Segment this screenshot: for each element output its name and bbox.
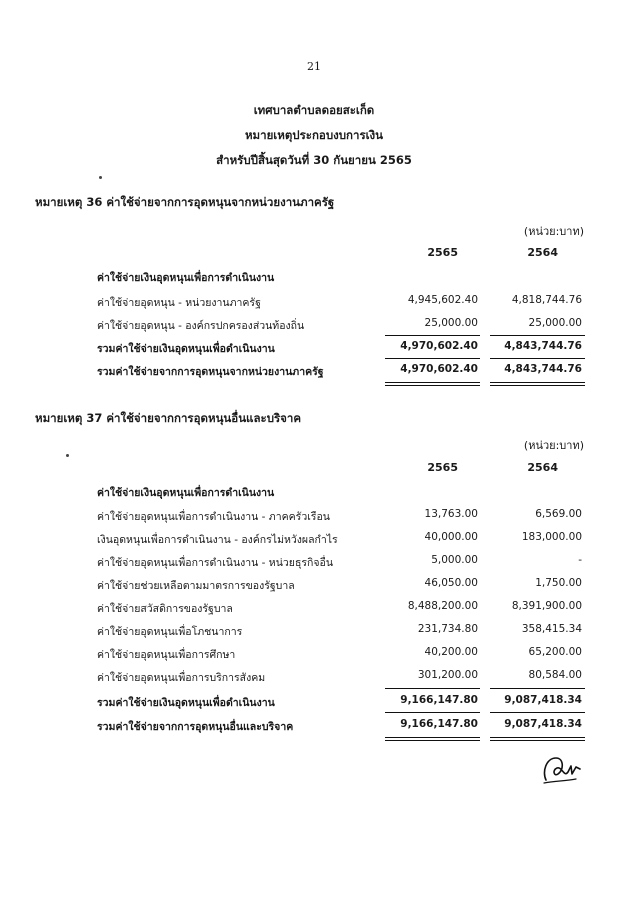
note37-total-prior: 9,087,418.34 (504, 718, 582, 730)
note37-subtotal-label: รวมค่าใช้จ่ายเงินอุดหนุนเพื่อดำเนินงาน (97, 697, 275, 709)
note37-subtotal-rule-prior (490, 688, 585, 689)
note36-subtotal-current: 4,970,602.40 (400, 340, 478, 352)
note37-row-current: 46,050.00 (424, 577, 478, 589)
note37-row-current: 13,763.00 (424, 508, 478, 520)
note36-row-prior: 25,000.00 (528, 317, 582, 329)
note37-total-current: 9,166,147.80 (400, 718, 478, 730)
note36-subtotal-prior: 4,843,744.76 (504, 340, 582, 352)
note37-row-prior: - (578, 554, 582, 566)
note37-total-rule-prior (490, 712, 585, 713)
note36-year-prior: 2564 (527, 246, 558, 259)
note36-total-double-rule-prior (490, 382, 585, 386)
note36-row-label: ค่าใช้จ่ายอุดหนุน - องค์กรปกครองส่วนท้องถิ่น (97, 320, 305, 332)
note37-row-current: 231,734.80 (417, 623, 478, 635)
note37-row-label: ค่าใช้จ่ายอุดหนุนเพื่อการศึกษา (97, 649, 236, 661)
note36-total-prior: 4,843,744.76 (504, 363, 582, 375)
period-heading: สำหรับปีสิ้นสุดวันที่ 30 กันยายน 2565 (216, 153, 412, 167)
note37-row-prior: 6,569.00 (535, 508, 582, 520)
scan-speck (66, 454, 69, 457)
note36-row-label: ค่าใช้จ่ายอุดหนุน - หน่วยงานภาครัฐ (97, 297, 261, 309)
note36-total-double-rule-current (385, 382, 480, 386)
note36-subtotal-rule-prior (490, 335, 585, 336)
note37-row-prior: 183,000.00 (521, 531, 582, 543)
note36-row-current: 4,945,602.40 (407, 294, 478, 306)
note37-row-label: ค่าใช้จ่ายอุดหนุนเพื่อการดำเนินงาน - หน่วยธุรกิจอื่น (97, 557, 333, 569)
note37-unit: (หน่วย:บาท) (523, 439, 584, 452)
note37-row-prior: 80,584.00 (528, 669, 582, 681)
note37-total-double-rule-current (385, 737, 480, 741)
note36-subtotal-label: รวมค่าใช้จ่ายเงินอุดหนุนเพื่อดำเนินงาน (97, 343, 275, 355)
note37-row-label: ค่าใช้จ่ายอุดหนุนเพื่อโภชนาการ (97, 626, 243, 638)
note37-row-label: ค่าใช้จ่ายอุดหนุนเพื่อการดำเนินงาน - ภาคครัวเรือน (97, 511, 330, 523)
page-number: 21 (307, 60, 321, 73)
note37-row-label: ค่าใช้จ่ายสวัสดิการของรัฐบาล (97, 603, 233, 615)
note37-row-current: 301,200.00 (417, 669, 478, 681)
note36-title: หมายเหตุ 36 ค่าใช้จ่ายจากการอุดหนุนจากหน่วยงานภาครัฐ (35, 195, 335, 209)
note37-total-double-rule-prior (490, 737, 585, 741)
scan-speck (99, 176, 102, 179)
note37-row-current: 8,488,200.00 (407, 600, 478, 612)
note37-subtotal-current: 9,166,147.80 (400, 694, 478, 706)
note36-subtotal-rule-current (385, 335, 480, 336)
note37-row-prior: 65,200.00 (528, 646, 582, 658)
note37-row-prior: 1,750.00 (535, 577, 582, 589)
document-title: หมายเหตุประกอบงบการเงิน (244, 128, 384, 142)
note37-section-heading: ค่าใช้จ่ายเงินอุดหนุนเพื่อการดำเนินงาน (97, 487, 275, 499)
note37-row-label: ค่าใช้จ่ายช่วยเหลือตามมาตรการของรัฐบาล (97, 580, 295, 592)
signature-initials (540, 752, 582, 786)
note36-row-current: 25,000.00 (424, 317, 478, 329)
note37-year-prior: 2564 (527, 461, 558, 474)
note37-total-rule-current (385, 712, 480, 713)
note36-total-label: รวมค่าใช้จ่ายจากการอุดหนุนจากหน่วยงานภาครัฐ (97, 366, 324, 378)
note37-row-current: 5,000.00 (431, 554, 478, 566)
note37-total-label: รวมค่าใช้จ่ายจากการอุดหนุนอื่นและบริจาค (97, 721, 294, 733)
note37-year-current: 2565 (427, 461, 458, 474)
note36-total-rule-prior (490, 358, 585, 359)
note36-total-rule-current (385, 358, 480, 359)
note36-section-heading: ค่าใช้จ่ายเงินอุดหนุนเพื่อการดำเนินงาน (97, 272, 275, 284)
note37-row-label: ค่าใช้จ่ายอุดหนุนเพื่อการบริการสังคม (97, 672, 266, 684)
note37-row-prior: 358,415.34 (521, 623, 582, 635)
note37-row-current: 40,200.00 (424, 646, 478, 658)
note36-year-current: 2565 (427, 246, 458, 259)
note36-unit: (หน่วย:บาท) (523, 225, 584, 238)
org-name: เทศบาลตำบลดอยสะเก็ด (253, 103, 375, 117)
note37-subtotal-rule-current (385, 688, 480, 689)
note37-subtotal-prior: 9,087,418.34 (504, 694, 582, 706)
note36-total-current: 4,970,602.40 (400, 363, 478, 375)
note37-row-prior: 8,391,900.00 (511, 600, 582, 612)
note36-row-prior: 4,818,744.76 (511, 294, 582, 306)
note37-row-current: 40,000.00 (424, 531, 478, 543)
note37-row-label: เงินอุดหนุนเพื่อการดำเนินงาน - องค์กรไม่หวังผลกำไร (97, 534, 338, 546)
note37-title: หมายเหตุ 37 ค่าใช้จ่ายจากการอุดหนุนอื่นและบริจาค (35, 411, 302, 425)
